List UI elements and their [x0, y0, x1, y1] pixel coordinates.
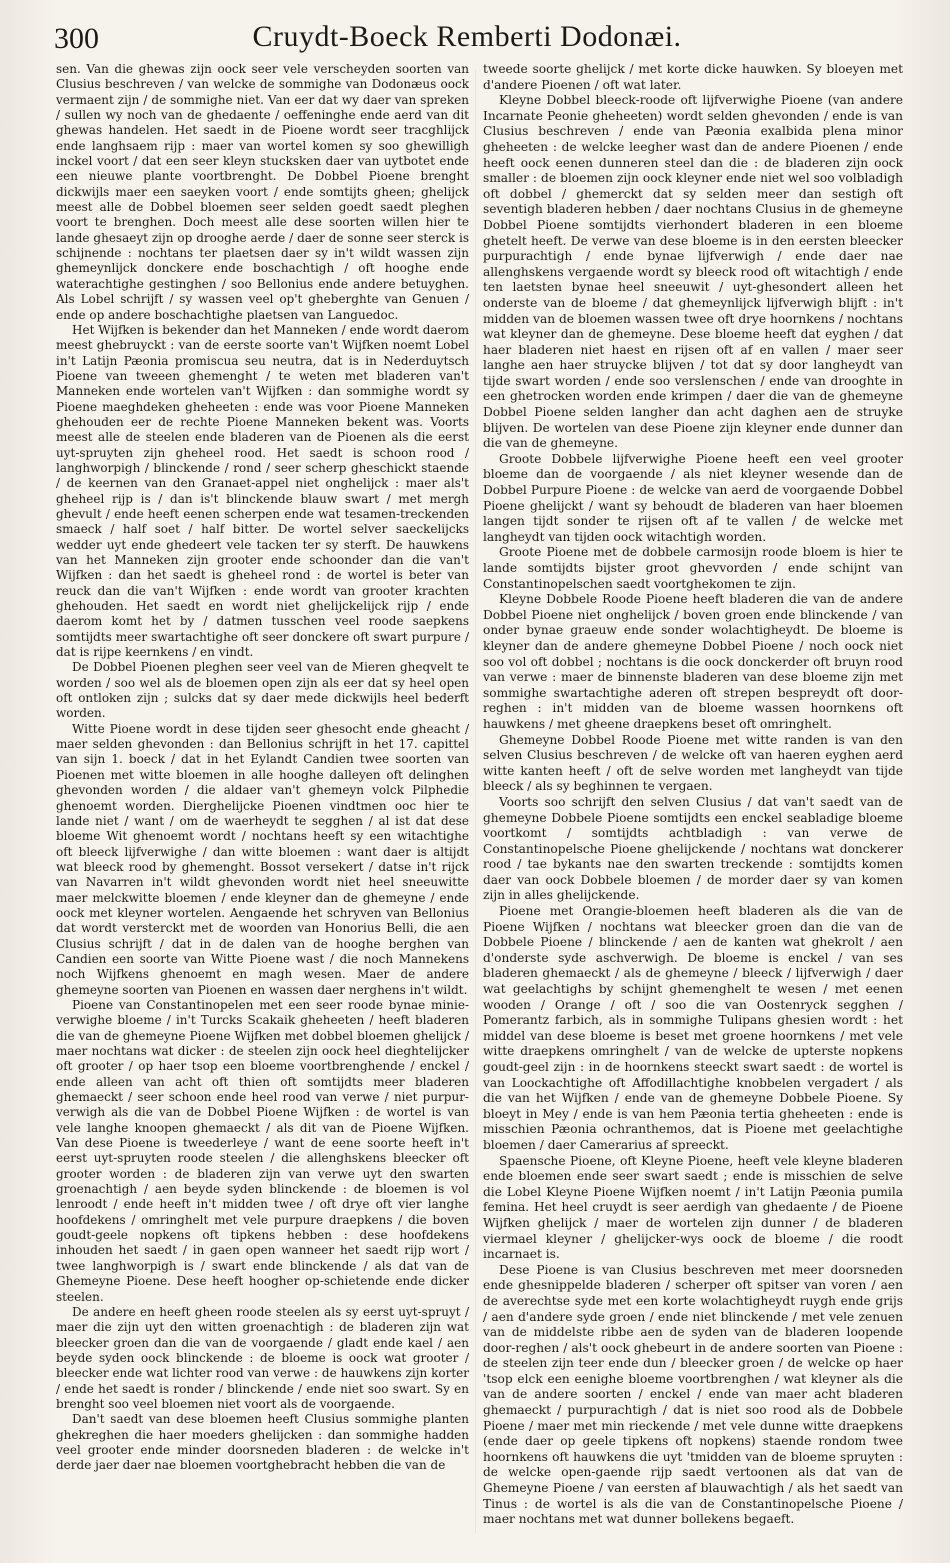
paragraph: De Dobbel Pioenen pleghen seer veel van de Mieren gheqvelt te worden / soo wel als de bloemen open zijn als eer dat sy heel open oft ontloken zijn ; sulcks dat sy daer mede dickwijls heel bederft worden. — [56, 660, 469, 721]
paragraph: Voorts soo schrijft den selven Clusius / dat van't saedt van de ghemeyne Dobbele Pioene somtijdts een enckel seabladige bloeme voortkomt / somtijdts achtbladigh : van verwe de Constantinopelsche Pioene ghelijckende / nochtans wat donckerer rood / tae bykants nae den swarten treckende : somtijdts komen daer van oock Dobbele bloemen / de morder daer sy van komen zijn in alles ghelijckende. — [483, 794, 903, 903]
paragraph: Kleyne Dobbele Roode Pioene heeft bladeren die van de andere Dobbel Pioene niet onghelijck / boven groen ende blinckende / van onder bynae graeuw ende sonder wolachtigheydt. De bloeme is kleyner dan de andere ghemeyne Dobbel Pioene / noch oock niet soo vol oft dobbel ; nochtans is die oock donckerder oft bruyn rood van verwe : maer de binnenste bladeren van dese bloeme zijn met sommighe swartachtighe aderen oft strepen bespreydt oft door-reghen : in't midden van de bloeme wassen hoornkens oft hauwkens / met gheene draepkens beset oft omringhelt. — [483, 592, 903, 731]
paragraph: Het Wijfken is bekender dan het Manneken / ende wordt daerom meest ghebruyckt : van de eerste soorte van't Wijfken noemt Lobel in't Latijn Pæonia promiscua seu neutra, dat is in Nederduytsch Pioene van tweeen ghemenght / te weten met bladeren van't Manneken ende wortelen van't Wijfken : dan sommighe wordt sy Pioene maeghdeken gheheeten : ende was voor Pioene Manneken ghehouden eer de rechte Pioene Manneken bekent was. Voorts meest alle de steelen ende bladeren van de Pioenen als die eerst uyt-spruyten zijn gheheel rood. Het saedt is schoon rood / langhworpigh / blinckende / rond / seer scherp gheschickt staende / de keernen van den Granaet-appel niet onghelijck : maer als't gheheel rijp is / dan is't blinckende blauw swart / met mergh ghevult / ende heeft eenen scherpen ende wat tesamen-treckenden smaeck / half soet / half bitter. De wortel selver saeckelijcks wedder uyt ende ghedeert vele tacken ter sy sterft. De hauwkens van het Manneken zijn grooter ende schoonder dan die van't Wijfken : dan het saedt is gheheel rond : de wortel is beter van reuck dan die van't Wijfken : ende wordt van grooter krachten ghehouden. Het saedt en wordt niet ghelijckelijck rijp / ende daerom komt het by / datmen tusschen veel roode saepkens somtijdts meer swartachtighe oft seer donckere oft swart purpure / dat is rijpe keernkens / en vindt. — [56, 322, 469, 660]
paragraph: Kleyne Dobbel bleeck-roode oft lijfverwighe Pioene (van andere Incarnate Peonie gheheeten) wordt selden ghevonden / ende is van Clusius beschreven / ende van Pæonia exalbida plena minor gheheeten : de welcke leegher wast dan de andere Pioenen / ende heeft oock eenen dunneren steel dan die : de bladeren zijn oock smaller : de bloemen zijn oock kleyner ende niet wel soo volbladigh oft dobbel / ghemerckt dat sy selden meer dan sestigh oft seventigh bladeren hebben / daer nochtans Clusius in de ghemeyne Dobbel Pioene somtijdts vierhondert bladeren in een bloeme ghetelt heeft. De verwe van dese bloeme is in den eersten bleecker purpurachtigh / ende bynae lijfverwigh / ende daer nae allenghskens vergaende wordt sy bleeck rood oft witachtigh / ende ten laetsten bynae heel sneeuwit / uyt-ghesondert alleen het onderste van de bloeme / dat ghemeynlijck lijfverwigh blijft : in't midden van de bloemen wassen twee oft drye hoornkens / nochtans wat kleyner dan de ghemeyne. Dese bloeme heeft dat eyghen / dat haer bladeren niet haest en rijsen oft af en vallen / maer seer langhe aen haer struycke blijven / tot dat sy door langheydt van tijde swart worden / ende soo verslenschen / ende van drooghte in een ghetrocken worden ende krimpen / daer die van de ghemeyne Dobbel Pioene selden langher dan acht daghen aen de struyke blijven. De wortelen van dese Pioene zijn kleyner ende dunner dan die van de ghemeyne. — [483, 93, 903, 451]
running-title: Cruydt-Boeck Remberti Dodonæi. — [252, 20, 682, 53]
page-number: 300 — [54, 22, 99, 55]
paragraph: Groote Pioene met de dobbele carmosijn roode bloem is hier te lande somtijdts bijster groot ghevvorden / ende schijnt van Constantinopelschen saedt voortghekomen te zijn. — [483, 545, 903, 591]
paragraph: Spaensche Pioene, oft Kleyne Pioene, heeft vele kleyne bladeren ende bloemen ende seer swart saedt ; ende is misschien de selve die Lobel Kleyne Pioene Wijfken noemt / in't Latijn Pæonia pumila femina. Het heel cruydt is seer aerdigh van ghedaente / de Pioene Wijfken ghelijck / maer de wortelen zijn dunner / de bladeren viermael kleyner / ghelijcker-wys oock de bloeme / die roodt incarnaet is. — [483, 1153, 903, 1262]
paragraph: De andere en heeft gheen roode steelen als sy eerst uyt-spruyt / maer die zijn uyt den witten groenachtigh : de bladeren zijn wat bleecker groen dan die van de voorgaende / gladt ende kael / aen beyde syden oock blinckende : de bloeme is oock wat grooter / bleecker ende wat lichter rood van verwe : de hauwkens zijn korter / ende het saedt is ronder / blinckende / ende niet soo swart. Sy en brenght soo veel bloemen niet voort als de voorgaende. — [56, 1304, 469, 1411]
right-column — [483, 62, 903, 1540]
paragraph: tweede soorte ghelijck / met korte dicke hauwken. Sy bloeyen met d'andere Pioenen / oft wat later. — [483, 62, 903, 92]
paragraph: Witte Pioene wordt in dese tijden seer ghesocht ende gheacht / maer selden ghevonden : dan Bellonius schrijft in het 17. capittel van sijn 1. boeck / dat in het Eylandt Candien twee soorten van Pioenen met witte bloemen in alle hooghe dalleyen oft delinghen ghevonden worden / die aldaer van't ghemeyn volck Pilphedie ghenoemt worden. Dierghelijcke Pioenen vindtmen ooc hier te lande niet / want / om de waerheydt te segghen / al ist dat dese bloeme Wit ghenoemt wordt / nochtans heeft sy een witachtighe oft bleeck lijfverwighe / dan witte bloemen : want daer is altijdt wat bleeck rood by ghemenght. Bossot versekert / datse in't rijck van Navarren in't wildt ghevonden wordt niet heel sneeuwitte maer melckwitte bloemen / ende kleyner dan de ghemeyne / ende oock met kleyner wortelen. Aengaende het schryven van Bellonius dat wordt versterckt met de woorden van Honorius Belli, die aen Clusius schrijft / dat in de dalen van de hooghe berghen van Candien een soorte van Witte Pioene wast / die noch Mannekens noch Wijfkens ghenoemt en magh wesen. Maer de andere ghemeyne soorten van Pioenen en wassen daer nerghens in't wildt. — [56, 721, 469, 997]
paragraph: Pioene van Constantinopelen met een seer roode bynae minie-verwighe bloeme / in't Turcks Scakaik gheheeten / heeft bladeren die van de ghemeyne Pioene Wijfken met dobbel bloemen ghelijck / maer nochtans wat dicker : de steelen zijn oock heel dieghtelijcker oft grooter / op haer tsop een bloeme voortbrenghende / enckel / ende alleen van acht oft thien oft somtijdts meer bladeren ghemaeckt / seer schoon ende heel rood van verwe / niet purpur-verwigh als die van de Dobbel Pioene Wijfken : de wortel is van vele langhe knoopen ghemaeckt / als dit van de Pioene Wijfken. Van dese Pioene is tweederleye / want de eene soorte heeft in't eerst uyt-spruyten roode steelen / die allenghskens bleecker oft grooter worden : de bladeren zijn van verwe uyt den swarten groenachtigh / aen beyde syden blinckende : de bloemen is vol lenroodt / ende heeft in't midden twee / oft drye oft vier langhe hoofdekens / omringhelt met vele purpure draepkens / die boven goudt-geele nopkens oft tipkens hebben : dese hoofdekens inhouden het saedt / in gaen open wanneer het saedt rijp wort / twee langhworpigh is / swart ende blinckende / als dat van de Ghemeyne Pioene. Dese heeft hoogher op-schietende ende dicker steelen. — [56, 997, 469, 1304]
paragraph: Groote Dobbele lijfverwighe Pioene heeft een veel grooter bloeme dan de voorgaende / als niet kleyner wesende dan de Dobbel Purpure Pioene : de welcke van aerd de voorgaende Dobbel Pioene ghelijckt / want sy behoudt de bladeren van haer bloemen langen tijdt sonder te rijsen oft af te vallen / de welcke met langheydt van tijden oock witachtigh worden. — [483, 451, 903, 544]
column-gutter — [475, 70, 476, 1533]
paragraph: Ghemeyne Dobbel Roode Pioene met witte randen is van den selven Clusius beschreven / de welcke oft van haeren eyghen aerd witte kanten heeft / oft de selve worden met langheydt van tijde bleeck / als sy beghinnen te vergaen. — [483, 732, 903, 794]
page-header — [44, 14, 890, 60]
paragraph: Dese Pioene is van Clusius beschreven met meer doorsneden ende ghesnippelde bladeren / scherper oft spitser van voren / aen de averechtse syde met een korte wolachtigheydt ruygh ende grijs / aen d'andere syde groen / ende niet blinckende / met vele zenuen van de middelste ribbe aen de syden van de bladeren loopende door-reghen / als't oock ghebeurt in de andere soorten van Pioene : de steelen zijn teer ende dun / bleecker groen / de welcke op haer 'tsop elck een eenighe bloeme voortbrenghen / wat kleyner als die van de andere soorten / enckel / ende van maer acht bladeren ghemaeckt / purpurachtigh / dat is niet soo rood als de Dobbele Pioene / maer met min rieckende / met vele dunne witte draepkens (ende daer op geele tipkens oft nopkens) staende rondom twee hoornkens oft hauwkens die uyt 'tmidden van de bloeme spruyten : de welcke open-gaende rijp saedt vertoonen als dat van de Ghemeyne Pioene / van eersten af blauwachtigh / als het saedt van Tinus : de wortel is als die van de Constantinopelsche Pioene / maer nochtans met wat dunner bollekens begaeft. — [483, 1262, 903, 1527]
paragraph: sen. Van die ghewas zijn oock seer vele verscheyden soorten van Clusius beschreven / van welcke de sommighe van Dodonæus oock vermaent zijn / de sommighe niet. Van eer dat wy daer van spreken / sullen wy noch van de ghedaente / oeffeninghe ende aerd van dit ghewas handelen. Het saedt in de Pioene wordt seer tracghlijck ende langhsaem rijp : maer van wortel komen sy soo ghewilligh inckel voort / dat een seer kleyn stucksken daer van uytbotet ende een nieuwe plante voortbrenght. De Dobbel Pioene brenght dickwijls maer een saeyken voort / ende somtijts gheen; ghelijck meest alle de Dobbel bloemen seer selden goedt saedt pleghen voort te brenghen. Doch meest alle dese soorten willen hier te lande ghesaeyt zijn op drooghe aerde / daer de sonne seer sterck is schijnende : nochtans ter plaetsen daer sy in't wildt wassen zijn ghemeynlijck donckere ende boschachtigh / oft hooghe ende waterachtighe gestinghen / soo Bellonius ende andere betuyghen. Als Lobel schrijft / sy wassen veel op't gheberghte van Genuen / ende op andere boschachtighe plaetsen van Languedoc. — [56, 62, 469, 322]
paragraph: Pioene met Orangie-bloemen heeft bladeren als die van de Pioene Wijfken / nochtans wat bleecker groen dan die van de Dobbele Pioene / blinckende / aen de kanten wat ghekrolt / aen d'onderste syde aschverwigh. De bloeme is enckel / van ses bladeren ghemaeckt / als de ghemeyne / bleeck / lijfverwigh / daer wat geelachtighs by schijnt ghemenghelt te wesen / met eenen wooden / Orange / oft / soo die van Oostenryck segghen / Pomerantz farbich, als in sommighe Tulipans ghesien wordt : het middel van dese bloeme is beset met groene hoornkens / met vele witte draepkens omringhelt / van de welcke de upterste nopkens goudt-geel zijn : in de hoornkens steeckt swart saedt : de wortel is van Loockachtighe oft Affodillachtighe knobbelen vergadert / als die van het Wijfken / ende van de ghemeyne Dobbele Pioene. Sy bloeyt in Mey / ende is van hem Pæonia tertia gheheeten : ende is misschien Pæonia ochranthemos, dat is Pioene met geelachtighe bloemen / daer Camerarius af spreeckt. — [483, 904, 903, 1152]
paragraph: Dan't saedt van dese bloemen heeft Clusius sommighe planten ghekreghen die haer moeders ghelijcken : dan sommighe hadden veel grooter ende minder doorsneden bladeren : de welcke in't derde jaer daer nae bloemen voortghebracht hebben die van de — [56, 1412, 469, 1473]
left-column — [56, 62, 469, 1540]
